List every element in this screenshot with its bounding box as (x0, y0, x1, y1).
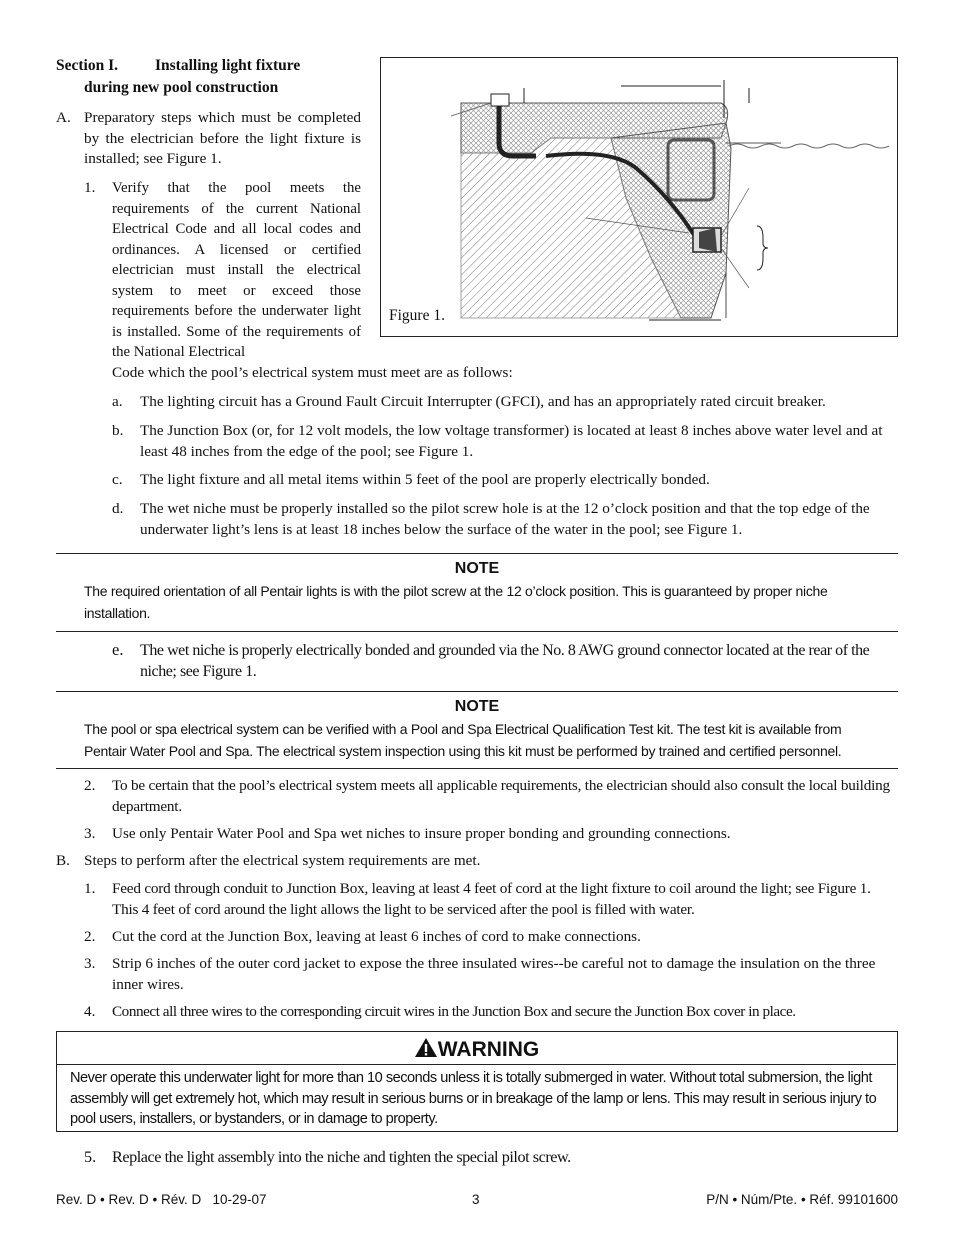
section-title-line1: Installing light fixture (155, 57, 301, 74)
note-1-bottom-rule (56, 631, 898, 632)
note-2-bottom-rule (56, 768, 898, 769)
pool-light-installation-diagram (381, 58, 897, 336)
subitem-b-text: The Junction Box (or, for 12 volt models, the low voltage transformer) is located at least 8 inches above water level and at least 48 inches from the edge of the pool; see Figure 1. (140, 422, 883, 460)
note-2-top-rule (56, 691, 898, 692)
step-a3-text: Use only Pentair Water Pool and Spa wet niches to insure proper bonding and grounding connections. (112, 825, 731, 842)
step-a1-continuation: Code which the pool’s electrical system must meet are as follows: (112, 364, 513, 381)
step-a-label: A. (56, 109, 71, 126)
subitem-d-text: The wet niche must be properly installed so the pilot screw hole is at the 12 o’clock position and that the top edge of the underwater light’s lens is at least 18 inches below the surface of the water in the pool; see Figure 1. (140, 500, 870, 538)
step-a2-label: 2. (84, 777, 96, 794)
footer-page-number: 3 (472, 1192, 480, 1207)
step-b1-label: 1. (84, 880, 96, 897)
subitem-e-label: e. (112, 640, 124, 659)
warning-heading: WARNING (437, 1038, 540, 1061)
step-a3-label: 3. (84, 825, 96, 842)
step-a-text: Preparatory steps which must be completed by the electrician before the light fixture is installed; see Figure 1. (84, 109, 361, 167)
note-2-heading: NOTE (454, 698, 500, 715)
section-number: Section I. (56, 57, 118, 74)
subitem-a-text: The lighting circuit has a Ground Fault Circuit Interrupter (GFCI), and has an appropriately rated circuit breaker. (140, 393, 826, 410)
footer-part-number: P/N • Núm/Pte. • Réf. 99101600 (706, 1192, 898, 1207)
note-1-heading: NOTE (454, 560, 500, 577)
subitem-e-text: The wet niche is properly electrically bonded and grounded via the No. 8 AWG ground connector located at the rear of the niche; see Figure 1. (140, 642, 870, 680)
step-b-label: B. (56, 852, 70, 869)
subitem-c-label: c. (112, 471, 123, 488)
warning-triangle-icon (414, 1037, 438, 1058)
step-b1-text: Feed cord through conduit to Junction Box, leaving at least 4 feet of cord at the light fixture to coil around the light; see Figure 1. This 4 feet of cord around the light allows the light to be serviced after the pool is filled with water. (112, 880, 871, 918)
step-a1-text: Verify that the pool meets the requirements of the current National Electrical Code and all local codes and ordinances. A licensed or certified electrician must install the electrical system to meet or exceed those requirements before the underwater light is installed. Some of the requirements of the National Electrical (112, 180, 361, 360)
figure-1-frame (380, 57, 898, 337)
section-title-line2: during new pool construction (84, 79, 279, 96)
step-a1-label: 1. (84, 179, 96, 196)
note-1-text: The required orientation of all Pentair lights is with the pilot screw at the 12 o’clock position. This is guaranteed by proper niche installation. (84, 583, 828, 621)
note-1-top-rule (56, 553, 898, 554)
step-b4-label: 4. (84, 1003, 96, 1020)
warning-divider (57, 1064, 896, 1065)
step-b4-text: Connect all three wires to the corresponding circuit wires in the Junction Box and secure the Junction Box cover in place. (112, 1003, 796, 1020)
subitem-a-label: a. (112, 393, 123, 410)
warning-box (56, 1031, 898, 1132)
step-b-text: Steps to perform after the electrical system requirements are met. (84, 852, 481, 869)
warning-heading-row (57, 1037, 896, 1062)
step-b2-label: 2. (84, 928, 96, 945)
figure-1-caption: Figure 1. (389, 307, 445, 324)
note-2-text: The pool or spa electrical system can be verified with a Pool and Spa Electrical Qualification Test kit. The test kit is available from Pentair Water Pool and Spa. The electrical system inspection using this kit must be performed by trained and certified personnel. (84, 721, 842, 759)
subitem-b-label: b. (112, 422, 124, 439)
step-b3-text: Strip 6 inches of the outer cord jacket to expose the three insulated wires--be careful not to damage the insulation on the three inner wires. (112, 955, 876, 993)
step-a2-text: To be certain that the pool’s electrical system meets all applicable requirements, the electrician should also consult the local building department. (112, 777, 890, 815)
subitem-c-text: The light fixture and all metal items within 5 feet of the pool are properly electrically bonded. (140, 471, 710, 488)
step-b5-label: 5. (84, 1148, 97, 1166)
warning-text: Never operate this underwater light for more than 10 seconds unless it is totally submerged in water. Without total submersion, the light assembly will get extremely hot, which may result in serious burns or in breakage of the lamp or lens. This may result in serious injury to pool users, installers, or bystanders, or in damage to property. (70, 1070, 877, 1127)
step-b5-text: Replace the light assembly into the niche and tighten the special pilot screw. (112, 1148, 571, 1166)
subitem-d-label: d. (112, 500, 124, 517)
footer-revision: Rev. D • Rev. D • Rév. D 10-29-07 (56, 1192, 267, 1207)
step-b2-text: Cut the cord at the Junction Box, leaving at least 6 inches of cord to make connections. (112, 928, 641, 945)
step-b3-label: 3. (84, 955, 96, 972)
